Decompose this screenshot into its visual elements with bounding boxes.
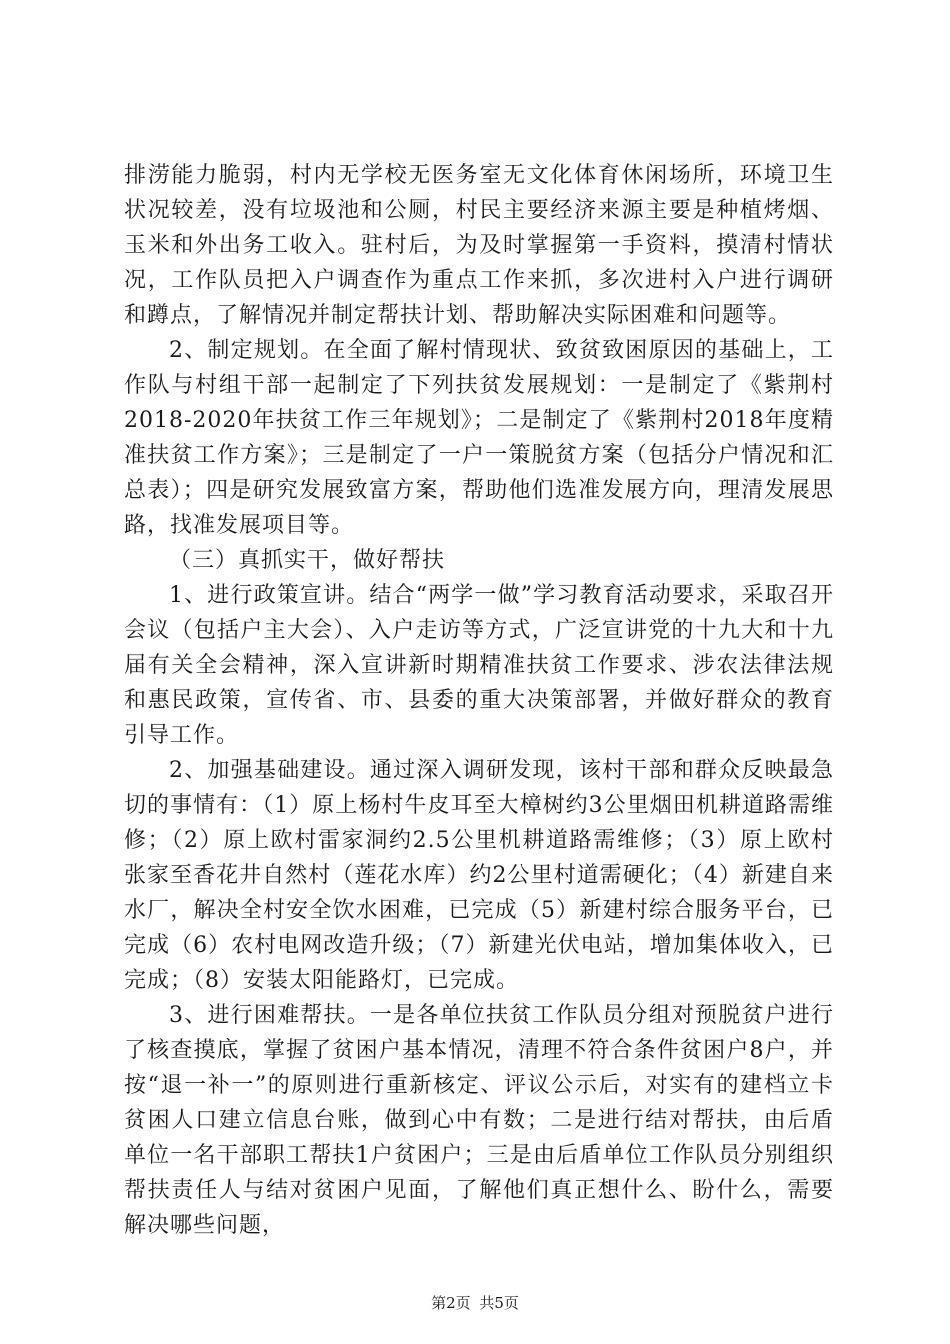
section-heading-assistance: （三）真抓实干，做好帮扶 bbox=[169, 548, 446, 573]
paragraph-hardship-assistance: 3、进行困难帮扶。一是各单位扶贫工作队员分组对预脱贫户进行了核查摸底，掌握了贫困户基本情况，清理不符合条件贫困户8户，并按“退一补一”的原则进行重新核定、评议公示后，对实有的建档立卡贫困人口建立信息台账，做到心中有数；二是进行结对帮扶，由后盾单位一名干部职工帮扶1户贫困户；三是由后盾单位工作队员分别组织帮扶责任人与结对贫困户见面，了解他们真正想什么、盼什么，需要解决哪些问题， bbox=[124, 1003, 834, 1238]
paragraph-policy-publicity: 1、进行政策宣讲。结合“两学一做”学习教育活动要求，采取召开会议（包括户主大会）、入户走访等方式，广泛宣讲党的十九大和十九届有关全会精神，深入宣讲新时期精准扶贫工作要求、涉农法律法规和惠民政策，宣传省、市、县委的重大决策部署，并做好群众的教育引导工作。 bbox=[124, 583, 834, 748]
page-number: 第2页 bbox=[431, 1294, 471, 1312]
page-footer bbox=[0, 1293, 950, 1313]
paragraph-planning: 2、制定规划。在全面了解村情现状、致贫致困原因的基础上，工作队与村组干部一起制定了下列扶贫发展规划：一是制定了《紫荆村2018-2020年扶贫工作三年规划》；二是制定了《紫荆村2018年度精准扶贫工作方案》；三是制定了一户一策脱贫方案（包括分户情况和汇总表）；四是研究发展致富方案，帮助他们选准发展方向，理清发展思路，找准发展项目等。 bbox=[124, 338, 834, 538]
paragraph-infrastructure: 2、加强基础建设。通过深入调研发现，该村干部和群众反映最急切的事情有：（1）原上杨村牛皮耳至大樟树约3公里烟田机耕道路需维修；（2）原上欧村雷家洞约2.5公里机耕道路需维修；（3）原上欧村张家至香花井自然村（莲花水库）约2公里村道需硬化；（4）新建自来水厂，解决全村安全饮水困难，已完成（5）新建村综合服务平台，已完成（6）农村电网改造升级；（7）新建光伏电站，增加集体收入，已完成；（8）安装太阳能路灯，已完成。 bbox=[124, 758, 834, 993]
document-body bbox=[124, 158, 834, 1243]
page-total: 共5页 bbox=[479, 1294, 519, 1312]
paragraph-village-survey: 排涝能力脆弱，村内无学校无医务室无文化体育休闲场所，环境卫生状况较差，没有垃圾池和公厕，村民主要经济来源主要是种植烤烟、玉米和外出务工收入。驻村后，为及时掌握第一手资料，摸清村情状况，工作队员把入户调查作为重点工作来抓，多次进村入户进行调研和蹲点，了解情况并制定帮扶计划、帮助解决实际困难和问题等。 bbox=[124, 163, 834, 328]
